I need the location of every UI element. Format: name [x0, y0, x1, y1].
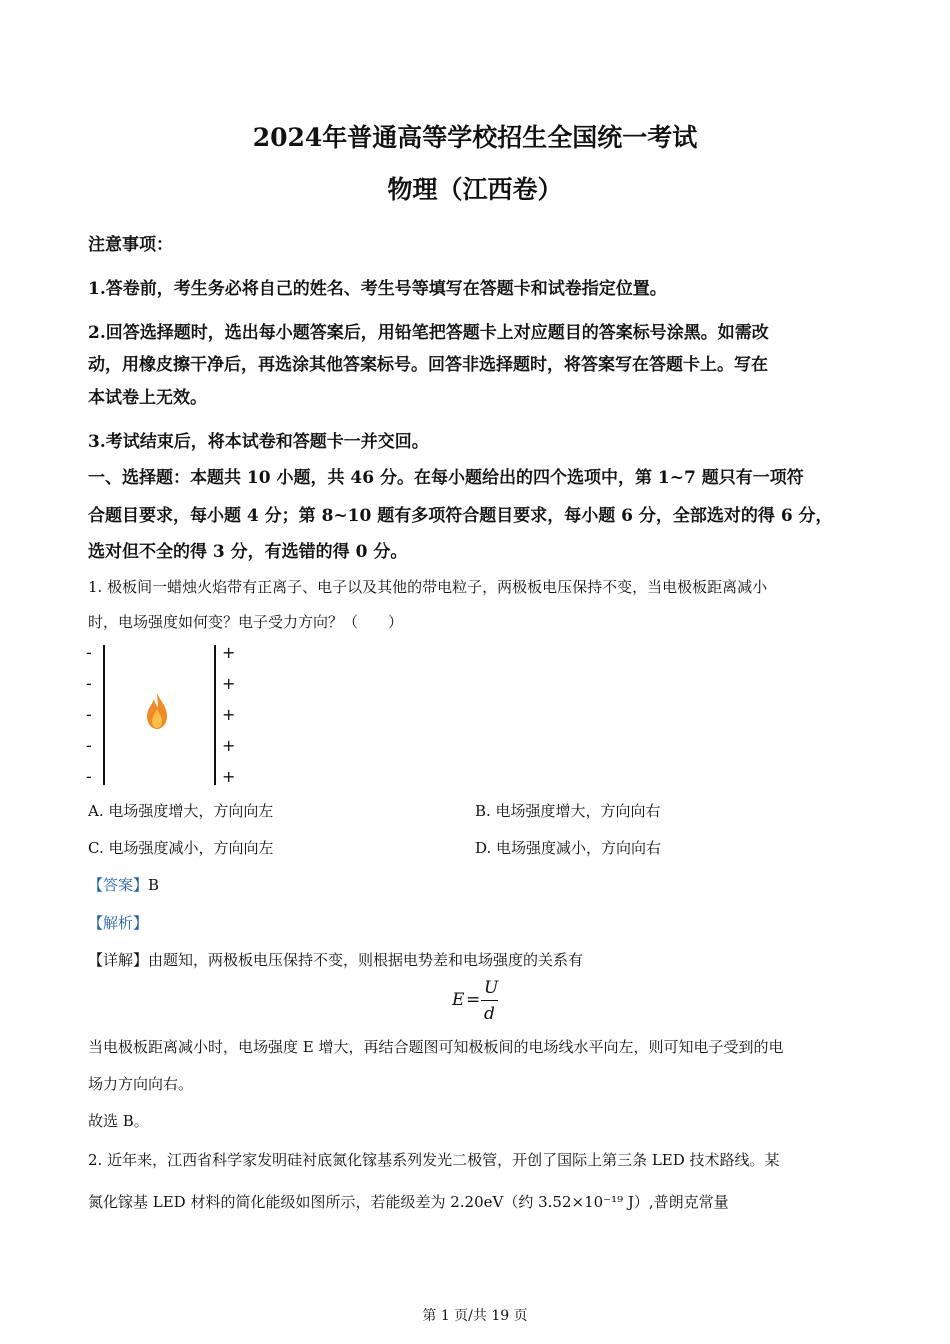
detail-tag: 【详解】	[88, 951, 149, 969]
answer-value: B	[148, 876, 160, 894]
exam-title: 2024年普通高等学校招生全国统一考试	[252, 123, 698, 152]
right-plate	[214, 645, 216, 785]
exam-subtitle: 物理（江西卷）	[387, 175, 563, 204]
notice-item-2-line-3: 本试卷上无效。	[88, 388, 207, 408]
left-plate	[103, 645, 105, 785]
minus-sign: -	[86, 767, 92, 786]
analysis-tag: 【解析】	[88, 914, 149, 932]
q1-option-a: A. 电场强度增大，方向向左	[88, 802, 274, 820]
plus-sign: +	[222, 674, 236, 693]
section-instructions-line-3: 选对但不全的得 3 分，有选错的得 0 分。	[88, 542, 408, 562]
detail-text: 由题知，两极板电压保持不变，则根据电势差和电场强度的关系有	[148, 951, 584, 969]
plus-sign: +	[222, 705, 236, 724]
notice-item-2-line-2: 动，用橡皮擦干净后，再选涂其他答案标号。回答非选择题时，将答案写在答题卡上。写在	[88, 355, 768, 375]
q1-option-b: B. 电场强度增大，方向向右	[475, 802, 661, 820]
q1-detail	[88, 949, 583, 970]
formula-equals: =	[466, 990, 481, 1010]
q1-option-d: D. 电场强度减小，方向向右	[475, 839, 662, 857]
notice-item-1: 1.答卷前，考生务必将自己的姓名、考生号等填写在答题卡和试卷指定位置。	[88, 279, 667, 299]
minus-sign: -	[86, 674, 92, 693]
plus-sign: +	[222, 643, 236, 662]
notice-heading: 注意事项：	[88, 235, 173, 255]
section-instructions-line-1: 一、选择题：本题共 10 小题，共 46 分。在每小题给出的四个选项中，第 1~7 题只有一项符	[88, 468, 804, 488]
page-number: 第 1 页/共 19 页	[422, 1308, 528, 1324]
formula-numerator: U	[484, 978, 499, 998]
plus-sign: +	[222, 736, 236, 755]
q1-explain-line-2: 场力方向向右。	[88, 1075, 194, 1093]
fraction-bar	[481, 1000, 498, 1001]
notice-item-3: 3.考试结束后，将本试卷和答题卡一并交回。	[88, 432, 429, 452]
q1-stem-line-2: 时，电场强度如何变？电子受力方向？（ ）	[88, 613, 404, 631]
notice-item-2-line-1: 2.回答选择题时，选出每小题答案后，用铅笔把答题卡上对应题目的答案标号涂黑。如需改	[88, 323, 769, 343]
q2-line-2: 氮化镓基 LED 材料的简化能级如图所示，若能级差为 2.20eV（约 3.52×10⁻¹⁹ J）,普朗克常量	[88, 1193, 729, 1211]
flame-icon	[146, 692, 168, 730]
q2-line-1: 2. 近年来，江西省科学家发明硅衬底氮化镓基系列发光二极管，开创了国际上第三条 LED 技术路线。某	[88, 1151, 780, 1169]
answer-tag: 【答案】	[88, 876, 149, 894]
q1-answer	[88, 874, 159, 895]
minus-sign: -	[86, 705, 92, 724]
q1-stem-line-1: 1. 极板间一蜡烛火焰带有正离子、电子以及其他的带电粒子，两极板电压保持不变，当电极板距离减小	[88, 578, 768, 596]
minus-sign: -	[86, 736, 92, 755]
section-instructions-line-2: 合题目要求，每小题 4 分；第 8~10 题有多项符合题目要求，每小题 6 分，全部选对的得 6 分，	[88, 506, 833, 526]
plus-sign: +	[222, 767, 236, 786]
q1-conclusion: 故选 B。	[88, 1112, 149, 1130]
q1-explain-line-1: 当电极板距离减小时，电场强度 E 增大，再结合题图可知极板间的电场线水平向左，则可知电子受到的电	[88, 1038, 784, 1056]
q1-option-c: C. 电场强度减小，方向向左	[88, 839, 274, 857]
formula-lhs: E	[452, 990, 465, 1010]
minus-sign: -	[86, 643, 92, 662]
formula-denominator: d	[484, 1004, 495, 1024]
